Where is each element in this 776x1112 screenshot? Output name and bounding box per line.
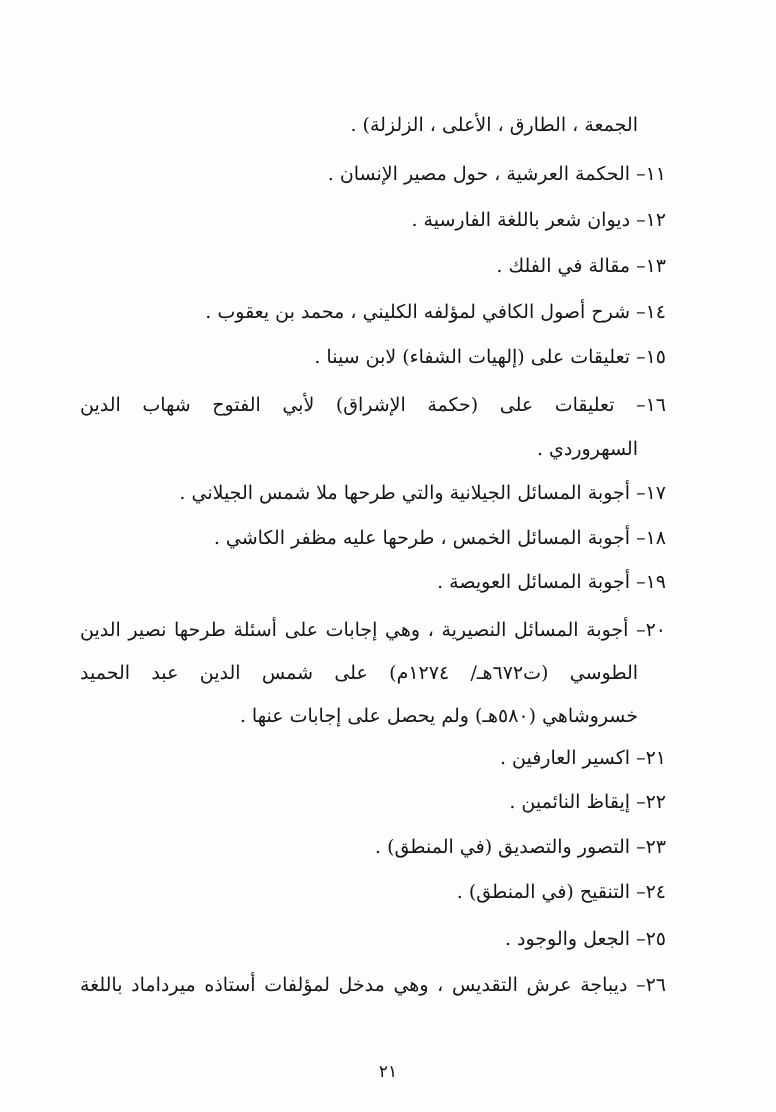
text-line-continuation: الجمعة ، الطارق ، الأعلى ، الزلزلة) .: [350, 114, 638, 136]
list-item-23: ٢٣– التصور والتصديق (في المنطق) .: [375, 836, 666, 858]
list-item-14: ١٤– شرح أصول الكافي لمؤلفه الكليني ، محمد بن يعقوب .: [205, 301, 666, 323]
list-item-16: ١٦– تعليقات على (حكمة الإشراق) لأبي الفتوح شهاب الدين: [80, 394, 666, 416]
list-item-11: ١١– الحكمة العرشية ، حول مصير الإنسان .: [327, 163, 666, 185]
list-item-25: ٢٥– الجعل والوجود .: [504, 928, 666, 950]
list-item-17: ١٧– أجوبة المسائل الجيلانية والتي طرحها ملا شمس الجيلاني .: [179, 482, 666, 504]
list-item-20-continuation-1: الطوسي (ت٦٧٢هـ/ ١٢٧٤م) على شمس الدين عبد الحميد: [80, 662, 639, 684]
list-item-12: ١٢– ديوان شعر باللغة الفارسية .: [411, 209, 666, 231]
list-item-22: ٢٢– إيقاظ النائمين .: [509, 791, 666, 813]
list-item-15: ١٥– تعليقات على (إلهيات الشفاء) لابن سينا .: [314, 346, 666, 368]
list-item-24: ٢٤– التنقيح (في المنطق) .: [456, 881, 666, 903]
list-item-20: ٢٠– أجوبة المسائل النصيرية ، وهي إجابات على أسئلة طرحها نصير الدين: [80, 619, 666, 641]
list-item-26: ٢٦– ديباجة عرش التقديس ، وهي مدخل لمؤلفات أستاذه ميرداماد باللغة: [80, 974, 666, 996]
list-item-13: ١٣– مقالة في الفلك .: [496, 255, 666, 277]
list-item-18: ١٨– أجوبة المسائل الخمس ، طرحها عليه مظفر الكاشي .: [213, 527, 666, 549]
list-item-16-continuation: السهروردي .: [536, 438, 638, 460]
list-item-20-continuation-2: خسروشاهي (٥٨٠هـ) ولم يحصل على إجابات عنها .: [239, 705, 638, 727]
page-number: ٢١: [378, 1062, 398, 1082]
list-item-21: ٢١– اكسير العارفين .: [499, 747, 666, 769]
list-item-19: ١٩– أجوبة المسائل العويصة .: [437, 571, 666, 593]
